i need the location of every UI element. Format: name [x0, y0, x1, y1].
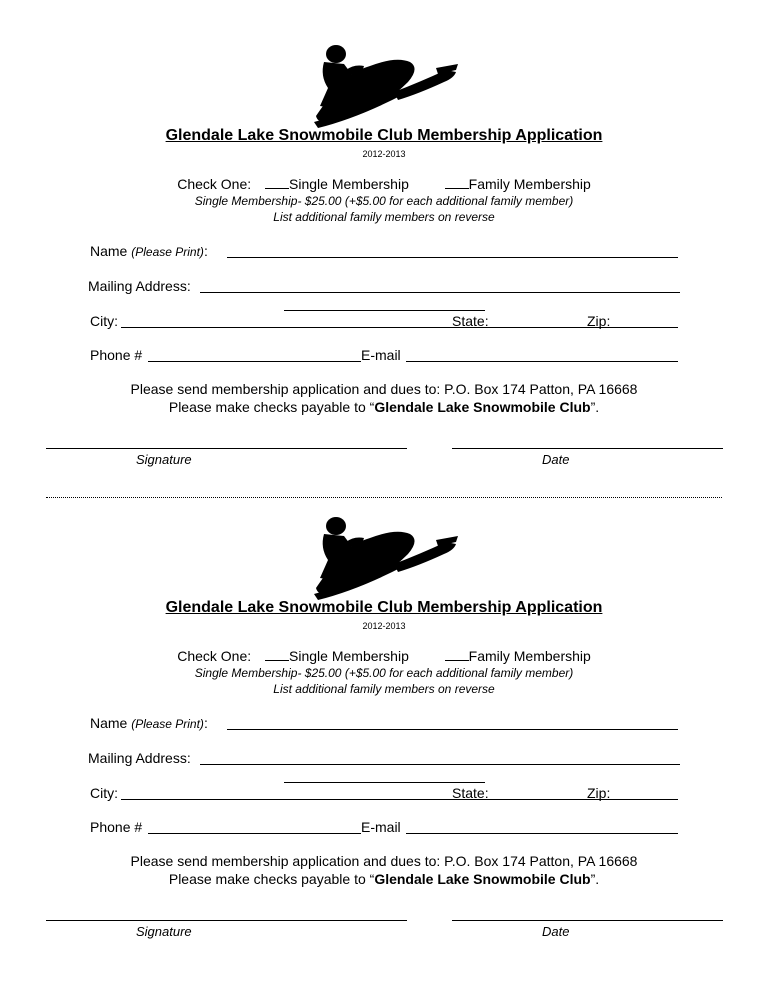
membership-year: 2012-2013 [362, 621, 406, 631]
signature-label: Signature [136, 924, 192, 939]
family-note: List additional family members on reverse [273, 682, 495, 696]
email-label: E-mail [361, 347, 401, 363]
single-membership-label: Single Membership [289, 176, 409, 192]
phone-label: Phone # [90, 347, 143, 363]
name-label: Name (Please Print): [90, 715, 208, 731]
mailing-address-field[interactable] [200, 764, 680, 765]
snowmobile-rider-icon [310, 42, 460, 128]
email-label: E-mail [361, 819, 401, 835]
membership-type-row [0, 648, 768, 664]
snowmobile-rider-icon [310, 514, 460, 600]
zip-label: Zip: [587, 313, 611, 329]
checks-payable: Please make checks payable to “Glendale Lake Snowmobile Club”. [168, 399, 600, 415]
city-field[interactable] [121, 799, 452, 800]
city-label: City: [90, 313, 118, 329]
single-membership-label: Single Membership [289, 648, 409, 664]
phone-field[interactable] [148, 361, 361, 362]
membership-form-top [0, 0, 768, 470]
form-title: Glendale Lake Snowmobile Club Membership Application [165, 599, 603, 616]
signature-field[interactable] [46, 448, 407, 449]
signature-field[interactable] [46, 920, 407, 921]
price-note: Single Membership- $25.00 (+$5.00 for each additional family member) [194, 666, 574, 680]
name-field[interactable] [227, 257, 678, 258]
send-instructions: Please send membership application and dues to: P.O. Box 174 Patton, PA 16668 [130, 853, 638, 869]
date-label: Date [542, 924, 570, 939]
membership-year: 2012-2013 [362, 149, 406, 159]
family-note: List additional family members on reverse [273, 210, 495, 224]
family-membership-label: Family Membership [468, 648, 591, 664]
check-one-label: Check One: [177, 176, 252, 192]
family-membership-checkbox[interactable] [445, 648, 469, 661]
date-label: Date [542, 452, 570, 467]
membership-form-bottom [0, 472, 768, 942]
state-label: State: [452, 785, 489, 801]
mailing-address-line2-field[interactable] [284, 782, 485, 783]
check-one-label: Check One: [177, 648, 252, 664]
state-zip-field[interactable] [452, 327, 678, 328]
city-field[interactable] [121, 327, 452, 328]
family-membership-checkbox[interactable] [445, 176, 469, 189]
state-label: State: [452, 313, 489, 329]
mailing-address-field[interactable] [200, 292, 680, 293]
date-field[interactable] [452, 448, 723, 449]
name-label: Name (Please Print): [90, 243, 208, 259]
send-instructions: Please send membership application and dues to: P.O. Box 174 Patton, PA 16668 [130, 381, 638, 397]
email-field[interactable] [406, 833, 678, 834]
email-field[interactable] [406, 361, 678, 362]
signature-label: Signature [136, 452, 192, 467]
checks-payable: Please make checks payable to “Glendale Lake Snowmobile Club”. [168, 871, 600, 887]
state-zip-field[interactable] [452, 799, 678, 800]
date-field[interactable] [452, 920, 723, 921]
form-title: Glendale Lake Snowmobile Club Membership Application [165, 127, 603, 144]
zip-label: Zip: [587, 785, 611, 801]
city-label: City: [90, 785, 118, 801]
single-membership-checkbox[interactable] [265, 648, 289, 661]
price-note: Single Membership- $25.00 (+$5.00 for each additional family member) [194, 194, 574, 208]
membership-type-row [0, 176, 768, 192]
phone-label: Phone # [90, 819, 143, 835]
mailing-address-label: Mailing Address: [88, 278, 191, 294]
name-field[interactable] [227, 729, 678, 730]
phone-field[interactable] [148, 833, 361, 834]
family-membership-label: Family Membership [468, 176, 591, 192]
single-membership-checkbox[interactable] [265, 176, 289, 189]
mailing-address-line2-field[interactable] [284, 310, 485, 311]
mailing-address-label: Mailing Address: [88, 750, 191, 766]
